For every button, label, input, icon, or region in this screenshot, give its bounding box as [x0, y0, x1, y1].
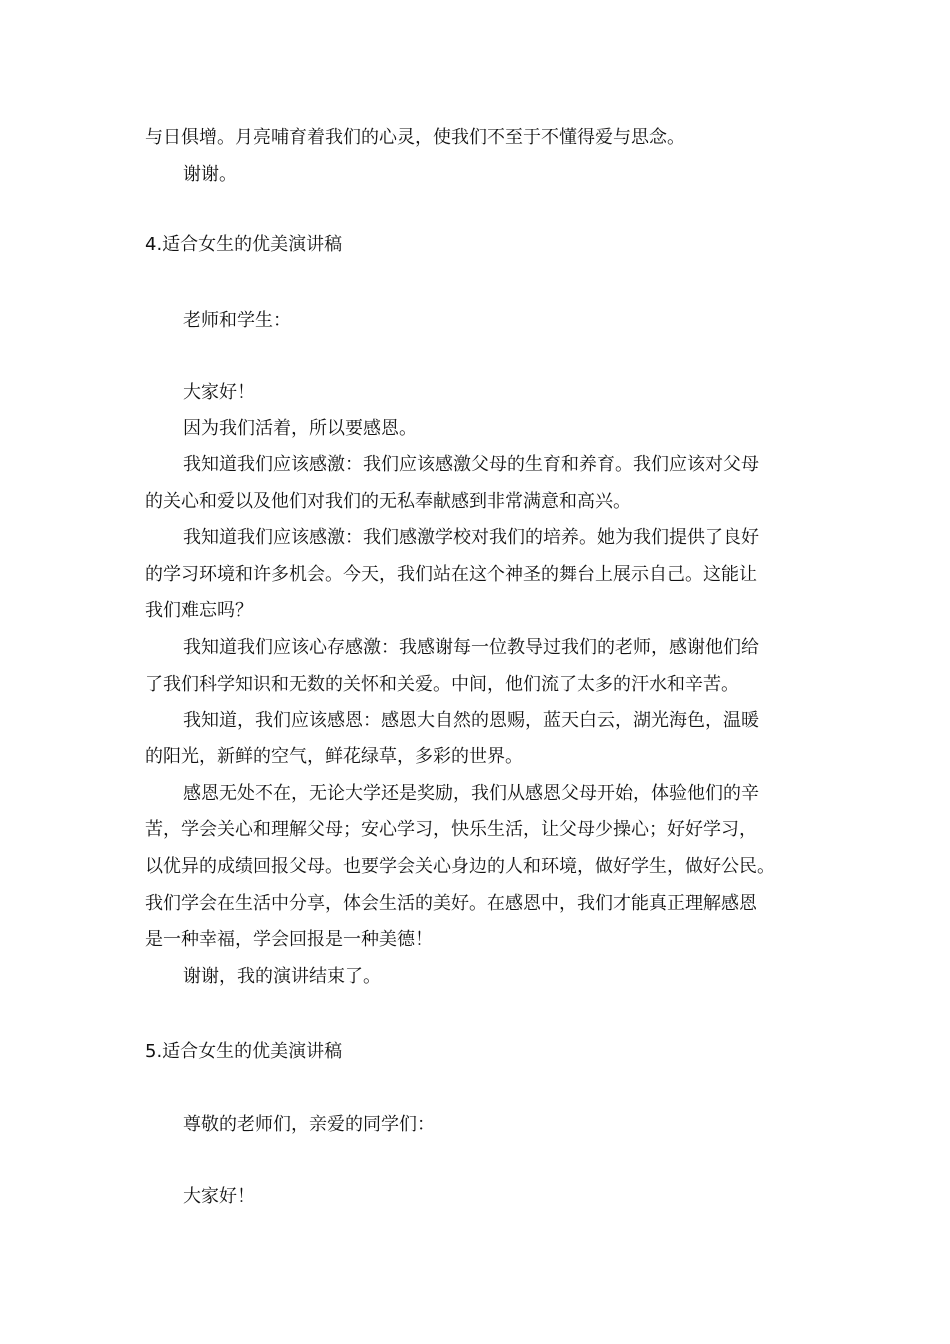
paragraph-line: 我知道，我们应该感恩：感恩大自然的恩赐，蓝天白云，湖光海色，温暖 [183, 710, 759, 731]
paragraph-line: 我知道我们应该感激：我们应该感激父母的生育和养育。我们应该对父母 [183, 454, 759, 475]
paragraph-line: 苦，学会关心和理解父母；安心学习，快乐生活，让父母少操心；好好学习， [145, 819, 757, 840]
paragraph-line: 我们难忘吗？ [145, 600, 253, 621]
section-heading: 5.适合女生的优美演讲稿 [145, 1041, 343, 1062]
paragraph-line: 的关心和爱以及他们对我们的无私奉献感到非常满意和高兴。 [145, 491, 631, 512]
greeting: 大家好！ [183, 1186, 255, 1207]
salutation: 老师和学生： [183, 310, 291, 331]
greeting: 大家好！ [183, 382, 255, 403]
paragraph-line: 我知道我们应该感激：我们感激学校对我们的培养。她为我们提供了良好 [183, 527, 759, 548]
paragraph-line: 的阳光，新鲜的空气，鲜花绿草，多彩的世界。 [145, 746, 523, 767]
paragraph-line: 的学习环境和许多机会。今天，我们站在这个神圣的舞台上展示自己。这能让 [145, 564, 757, 585]
paragraph-line: 与日俱增。月亮哺育着我们的心灵，使我们不至于不懂得爱与思念。 [145, 127, 685, 148]
paragraph-line: 我知道我们应该心存感激：我感谢每一位教导过我们的老师，感谢他们给 [183, 637, 759, 658]
paragraph-line: 了我们科学知识和无数的关怀和关爱。中间，他们流了太多的汗水和辛苦。 [145, 674, 739, 695]
paragraph-line: 感恩无处不在，无论大学还是奖励，我们从感恩父母开始，体验他们的辛 [183, 783, 759, 804]
paragraph-line: 是一种幸福，学会回报是一种美德！ [145, 929, 433, 950]
section-heading: 4.适合女生的优美演讲稿 [145, 234, 343, 255]
paragraph-line: 以优异的成绩回报父母。也要学会关心身边的人和环境，做好学生，做好公民。 [145, 856, 775, 877]
closing-line: 谢谢，我的演讲结束了。 [183, 966, 381, 987]
paragraph-line: 谢谢。 [183, 164, 237, 185]
paragraph-line: 我们学会在生活中分享，体会生活的美好。在感恩中，我们才能真正理解感恩 [145, 893, 757, 914]
salutation: 尊敬的老师们，亲爱的同学们： [183, 1114, 435, 1135]
paragraph-line: 因为我们活着，所以要感恩。 [183, 418, 417, 439]
